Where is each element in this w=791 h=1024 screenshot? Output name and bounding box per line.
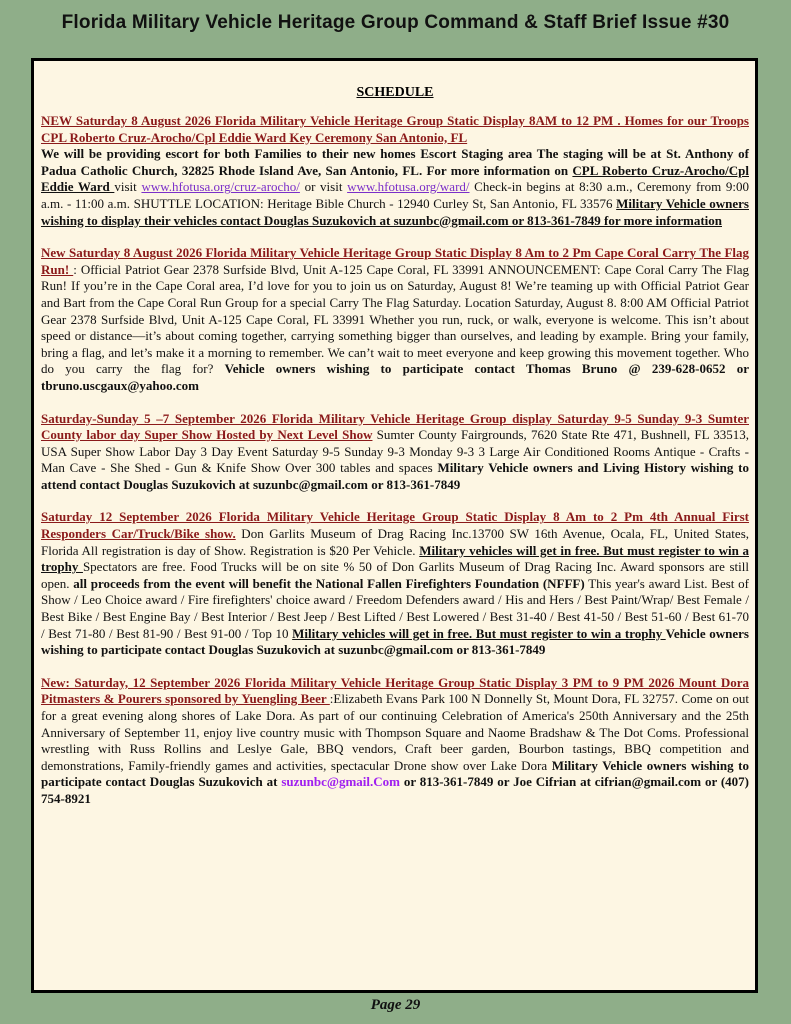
entry-5-headline: New: Saturday, 12 September 2026 Florida Military Vehicle Heritage Group Static Display 3 PM to 9 PM 2026 Mount Dora Pitmasters & Pourers sponsored by Yuengling Beer — [41, 674, 749, 707]
entry-4-free-notice: Military vehicles will get in free. But must register to win a trophy — [41, 542, 749, 575]
schedule-heading: SCHEDULE — [356, 85, 434, 100]
entry-1-or-visit: or visit — [299, 179, 348, 195]
entry-5-contact-2: or 813-361-7849 or Joe Cifrian at cifrian@gmail.com or (407) 754-8921 — [41, 774, 750, 806]
entry-2-contact: Vehicle owners wishing to participate contact Thomas Bruno @ 239-628-0652 or tbruno.uscgaux@yahoo.com — [41, 361, 749, 393]
entry-1-visit: visit — [114, 179, 142, 195]
entry-1-body: We will be providing escort for both Families to their new homes Escort Staging area The staging will be at St. Anthony of Padua Catholic Church, 32825 Rhode Island Ave, San Antonio, FL. For more information on — [41, 146, 749, 178]
entry-1-link-cruz-arocho[interactable]: www.hfotusa.org/cruz-arocho/ — [141, 179, 300, 195]
entry-1-headline: NEW Saturday 8 August 2026 Florida Military Vehicle Heritage Group Static Display 8AM to 12 PM . Homes for our Troops CPL Roberto Cruz-Arocho/Cpl Eddie Ward Key Ceremony San Antonio, FL — [41, 113, 749, 145]
entry-4-headline: Saturday 12 September 2026 Florida Military Vehicle Heritage Group Static Display 8 Am to 2 Pm 4th Annual First Responders Car/Truck/Bike show. — [41, 509, 749, 542]
entry-4-proceeds: all proceeds from the event will benefit the National Fallen Firefighters Foundation (NFFF) — [73, 575, 585, 591]
entry-4-body: Don Garlits Museum of Drag Racing Inc.13700 SW 16th Avenue, Ocala, FL, United States, Florida All registration is day of Show. Registration is $20 Per Vehicle. — [41, 526, 750, 558]
entry-1-names: CPL Roberto Cruz-Arocho/Cpl Eddie Ward — [41, 162, 749, 195]
schedule-entry-1 — [41, 113, 749, 229]
entry-5-email-link[interactable]: suzunbc@gmail.Com — [281, 774, 400, 790]
entry-4-contact: Vehicle owners wishing to participate contact Douglas Suzukovich at suzunbc@gmail.com or 813-361-7849 — [41, 625, 749, 658]
entry-3-contact: Military Vehicle owners and Living History wishing to attend contact Douglas Suzukovich at suzunbc@gmail.com or 813-361-7849 — [41, 460, 749, 492]
entry-3-body: Sumter County Fairgrounds, 7620 State Rte 471, Bushnell, FL 33513, USA Super Show Labor Day 3 Day Event Saturday 9-5 Sunday 9-3 Monday 9-3 3 Large Air Conditioned Rooms Antique - Crafts - Man Cave - She Shed - Gun & Knife Show Over 300 tables and spaces — [41, 427, 750, 476]
content-frame — [31, 58, 758, 993]
entry-1-contact: Military Vehicle owners wishing to display their vehicles contact Douglas Suzukovich at suzunbc@gmail.com or 813-361-7849 for more information — [41, 195, 749, 228]
schedule-entry-5 — [41, 675, 749, 808]
entry-4-free-notice-2: Military vehicles will get in free. But must register to win a trophy — [292, 625, 666, 641]
entry-4-body-2: Spectators are free. Food Trucks will be on site % 50 of Don Garlits Museum of Drag Racing Inc. Award sponsors are still open. — [41, 559, 750, 591]
entry-1-link-ward[interactable]: www.hfotusa.org/ward/ — [347, 179, 470, 195]
entry-3-headline: Saturday-Sunday 5 –7 September 2026 Florida Military Vehicle Heritage Group display Saturday 9-5 Sunday 9-3 Sumter County labor day Super Show Hosted by Next Level Show — [41, 410, 749, 443]
schedule-entry-2 — [41, 245, 749, 394]
schedule-entry-4 — [41, 509, 749, 658]
entry-1-body-2: Check-in begins at 8:30 a.m., Ceremony from 9:00 a.m. - 11:00 a.m. SHUTTLE LOCATION: Heritage Bible Church - 12940 Curley St, San Antonio, FL 33576 — [41, 179, 749, 211]
entry-4-award-list: This year's award List. Best of Show / Leo Choice award / Fire firefighters' choice award / Freedom Defenders award / His and Hers / Best Paint/Wrap/ Best Female / Best Bike / Best Engine Bay / Best Interior / Best Jeep / Best Lifted / Best Lowered / Best 31-40 / Best 41-50 / Best 51-60 / Best 61-70 / Best 71-80 / Best 81-90 / Best 91-00 / Top 10 — [41, 575, 749, 641]
page-number: Page 29 — [370, 997, 421, 1013]
schedule-entry-3 — [41, 411, 749, 494]
entry-2-body: : Official Patriot Gear 2378 Surfside Blvd, Unit A-125 Cape Coral, FL 33991 ANNOUNCEMENT: Cape Coral Carry The Flag Run! If you’re in the Cape Coral area, I’d love for you to join us on Saturday, August 8! We’re teaming up with Official Patriot Gear and Bart from the Cape Coral Run Group for a special Carry The Flag Saturday. Location Saturday, August 8. 8:00 AM Official Patriot Gear 2378 Surfside Blvd, Unit A-125 Cape Coral, FL 33991 Whether you run, ruck, or walk, everyone is welcome. This isn’t about speed or distance—it’s about coming together, carrying something bigger than ourselves, and leading by example. Bring your family, bring a flag, and let’s make it a morning to remember. We can’t wait to meet everyone and keep growing this movement together. Who do you carry the flag for? — [41, 261, 749, 377]
entry-5-contact: Military Vehicle owners wishing to participate contact Douglas Suzukovich at — [41, 757, 749, 790]
page-title: Florida Military Vehicle Heritage Group Command & Staff Brief Issue #30 — [61, 12, 730, 33]
entry-5-body: :Elizabeth Evans Park 100 N Donnelly St, Mount Dora, FL 32757. Come on out for a great evening along shores of Lake Dora. As part of our continuing Celebration of America's 250th Anniversary and the 25th Anniversary of September 11, enjoy live country music with Thompson Square and Naome Bradshaw & The Dot Coms. Professional wrestling with Russ Rollins and Leslye Gale, BBQ vendors, Craft beer garden, Bourbon tastings, BBQ competition and demonstrations, Family-friendly games and activities, spectacular Drone show over Lake Dora — [41, 691, 749, 773]
entry-2-headline: New Saturday 8 August 2026 Florida Military Vehicle Heritage Group Static Display 8 Am to 2 Pm Cape Coral Carry The Flag Run! — [41, 245, 749, 277]
